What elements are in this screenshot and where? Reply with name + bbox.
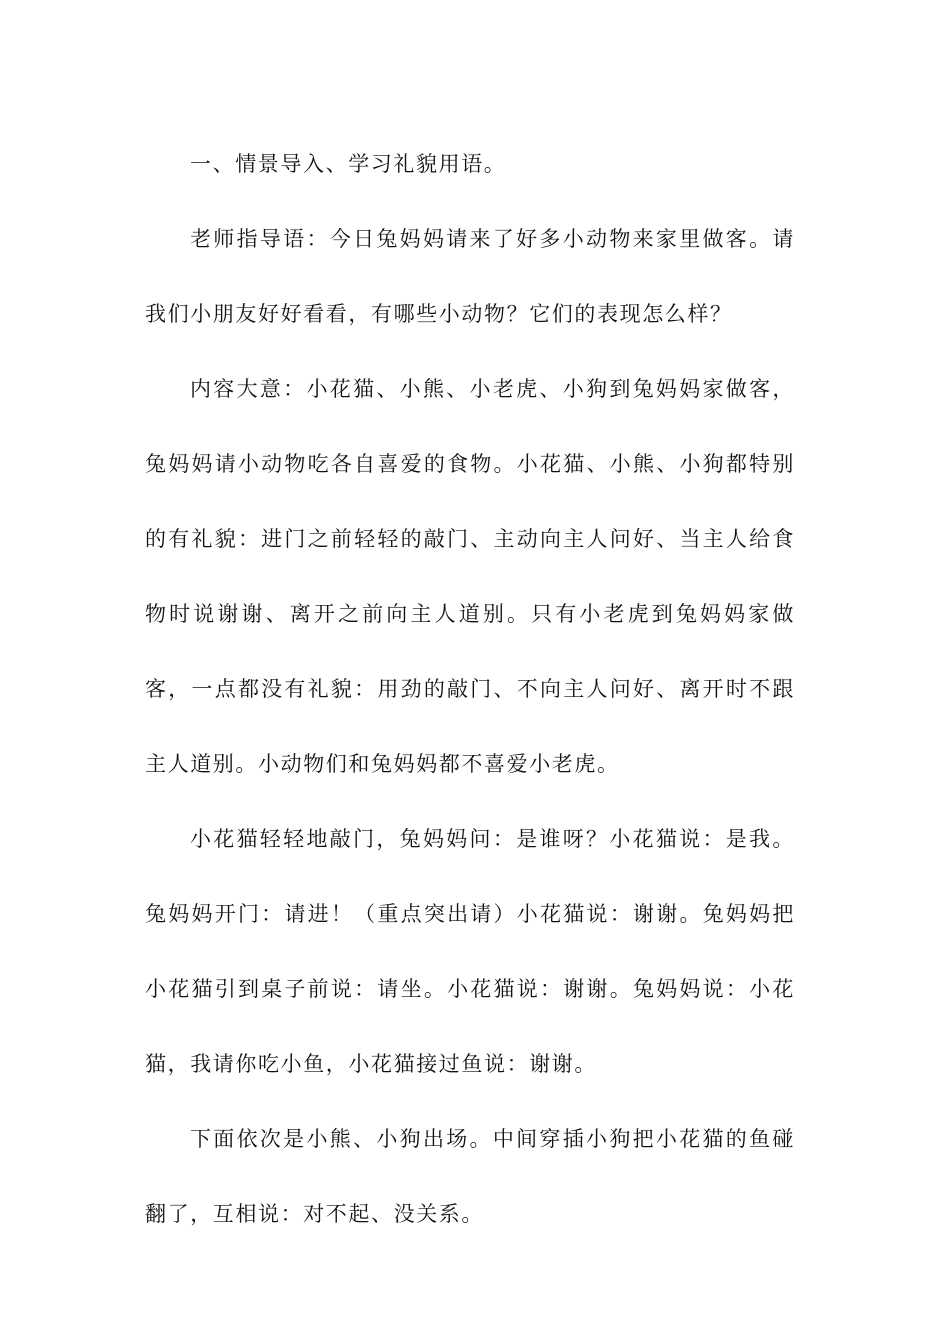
paragraph-kitten-dialogue: 小花猫轻轻地敲门，兔妈妈问：是谁呀？小花猫说：是我。兔妈妈开门：请进！（重点突出请）小花猫说：谢谢。兔妈妈把小花猫引到桌子前说：请坐。小花猫说：谢谢。兔妈妈说：小花猫，我请你吃小鱼，小花猫接过鱼说：谢谢。 xyxy=(145,827,795,1076)
paragraph-bear-dog-entrance: 下面依次是小熊、小狗出场。中间穿插小狗把小花猫的鱼碰翻了，互相说：对不起、没关系。 xyxy=(145,1127,795,1226)
document-body xyxy=(145,127,795,1252)
section-heading: 一、情景导入、学习礼貌用语。 xyxy=(190,152,507,176)
paragraph-content-summary: 内容大意：小花猫、小熊、小老虎、小狗到兔妈妈家做客，兔妈妈请小动物吃各自喜爱的食物。小花猫、小熊、小狗都特别的有礼貌：进门之前轻轻的敲门、主动向主人问好、当主人给食物时说谢谢、离开之前向主人道别。只有小老虎到兔妈妈家做客，一点都没有礼貌：用劲的敲门、不向主人问好、离开时不跟主人道别。小动物们和兔妈妈都不喜爱小老虎。 xyxy=(145,377,795,776)
paragraph-teacher-guidance: 老师指导语：今日兔妈妈请来了好多小动物来家里做客。请我们小朋友好好看看，有哪些小动物？它们的表现怎么样？ xyxy=(145,227,795,326)
